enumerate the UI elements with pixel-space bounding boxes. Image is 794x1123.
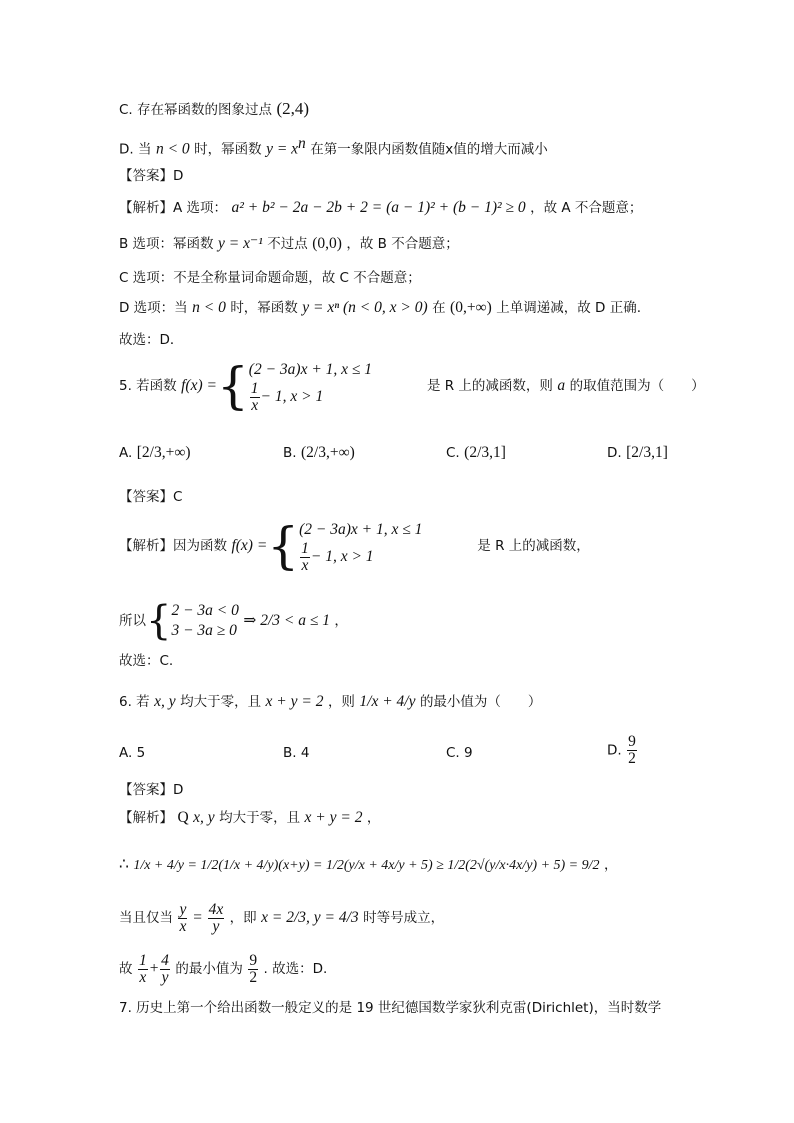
explanation-5-system: 所以{ 2 − 3a < 0 3 − 3a ≥ 0 ⇒ 2/3 < a ≤ 1 ， xyxy=(119,598,348,644)
question6-option-c[interactable]: C. 9 xyxy=(446,745,473,761)
explanation-4-b: B 选项：幂函数 y = x⁻¹ 不过点 (0,0) ，故 B 不合题意； xyxy=(119,235,459,252)
question5-option-a[interactable]: A. [2/3,+∞) xyxy=(119,444,191,461)
answer-6: 【答案】D xyxy=(119,782,184,798)
question5-option-d[interactable]: D. [2/3,1] xyxy=(607,444,668,461)
explanation-4-a: 【解析】A 选项： a² + b² − 2a − 2b + 2 = (a − 1)² + (b − 1)² ≥ 0 ，故 A 不合题意； xyxy=(119,199,643,216)
question6-option-a[interactable]: A. 5 xyxy=(119,745,146,761)
question5-option-c[interactable]: C. (2/3,1] xyxy=(446,444,506,461)
piecewise-cases: (2 − 3a)x + 1, x ≤ 1 $\frac{1}{x}$ − 1, x > 1 xyxy=(248,360,373,414)
question5-option-b[interactable]: B. (2/3,+∞) xyxy=(283,444,355,461)
explanation-6-derivation: ∴ 1/x + 4/y = 1/2(1/x + 4/y)(x+y) = 1/2(y/x + 4x/y + 5) ≥ 1/2(2√(y/x·4x/y) + 5) = 9/2 ， xyxy=(119,856,618,873)
explanation-6-equality: 当且仅当 $\frac{y}{x}$ = $\frac{4x}{y}$ ，即 x = 2/3, y = 4/3 时等号成立， xyxy=(119,900,445,935)
answer-4: 【答案】D xyxy=(119,168,184,184)
question6-option-d[interactable]: D. $\frac{9}{2}$ xyxy=(607,733,636,767)
question4-option-c: C. 存在幂函数的图象过点 (2,4) xyxy=(119,99,310,118)
left-brace: { xyxy=(216,357,249,415)
selection-5: 故选：C. xyxy=(119,653,174,669)
explanation-5-stem: 【解析】因为函数 f(x) ={ (2 − 3a)x + 1, x ≤ 1 $\frac{1}{x}$ − 1, x > 1 是 R 上的减函数， xyxy=(119,517,590,575)
explanation-4-d: D 选项：当 n < 0 时，幂函数 y = xⁿ (n < 0, x > 0) 在 (0,+∞) 上单调递减，故 D 正确. xyxy=(119,299,642,316)
explanation-6-conclusion: 故 $\frac{1}{x}$ + $\frac{4}{y}$ 的最小值为 $\frac{9}{2}$ . 故选：D. xyxy=(119,951,328,986)
question7-stem: 7. 历史上第一个给出函数一般定义的是 19 世纪德国数学家狄利克雷(Dirichlet)，当时数学 xyxy=(119,1000,662,1016)
explanation-6-given: 【解析】 Q x, y 均大于零，且 x + y = 2 ， xyxy=(119,809,381,826)
explanation-4-c: C 选项：不是全称量词命题命题，故 C 不合题意； xyxy=(119,270,421,286)
question6-stem: 6. 若 x, y 均大于零，且 x + y = 2 ，则 1/x + 4/y 的最小值为（ ） xyxy=(119,693,542,710)
answer-5: 【答案】C xyxy=(119,489,183,505)
question6-option-b[interactable]: B. 4 xyxy=(283,745,310,761)
selection-4: 故选：D． xyxy=(119,332,184,348)
question5-stem: 5. 若函数 f(x) ={ (2 − 3a)x + 1, x ≤ 1 $\frac{1}{x}$ − 1, x > 1 是 R 上的减函数，则 a 的取值范围为（ ） xyxy=(119,357,705,415)
question4-option-d: D. 当 n < 0 时，幂函数 $y = x^n$ 在第一象限内函数值随x值的增大而减小 xyxy=(119,135,548,158)
